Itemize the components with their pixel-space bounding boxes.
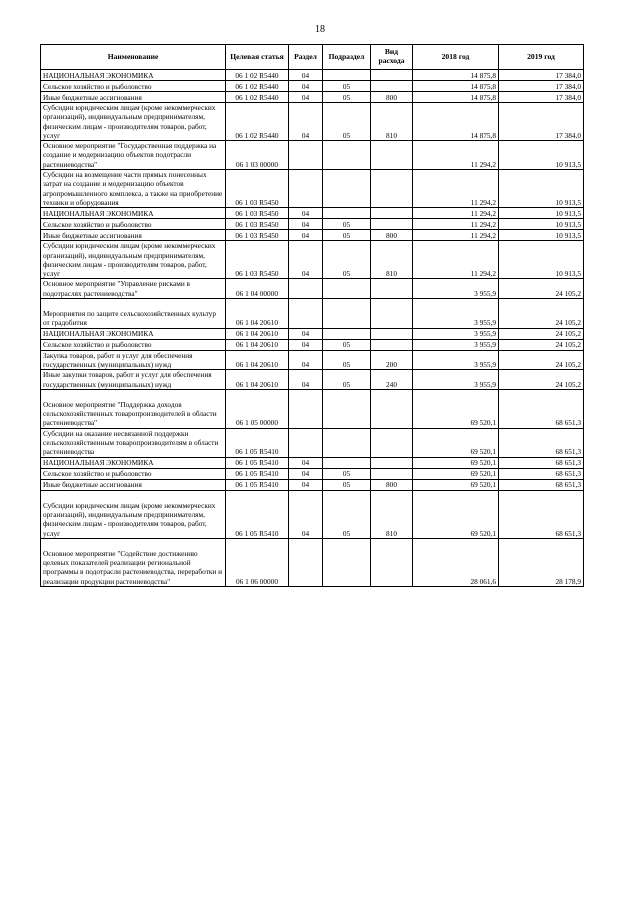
table-row — [41, 170, 584, 208]
row-article: 06 1 04 20610 — [226, 339, 289, 350]
row-section — [289, 170, 323, 208]
table-row — [41, 92, 584, 103]
row-expense-type — [371, 428, 413, 457]
row-amount-2019: 10 913,5 — [499, 241, 584, 279]
row-amount-2018: 69 520,1 — [413, 457, 499, 468]
row-expense-type — [371, 339, 413, 350]
row-subsection: 05 — [323, 230, 371, 241]
row-amount-2019: 17 384,0 — [499, 70, 584, 81]
row-amount-2018: 3 955,9 — [413, 299, 499, 329]
row-section: 04 — [289, 208, 323, 219]
row-expense-type — [371, 279, 413, 299]
row-article: 06 1 02 R5440 — [226, 81, 289, 92]
row-expense-type — [371, 328, 413, 339]
row-expense-type — [371, 389, 413, 428]
row-expense-type — [371, 81, 413, 92]
row-subsection — [323, 389, 371, 428]
row-article: 06 1 04 20610 — [226, 328, 289, 339]
row-expense-type — [371, 219, 413, 230]
row-amount-2019: 17 384,0 — [499, 81, 584, 92]
row-section: 04 — [289, 92, 323, 103]
row-name: Сельское хозяйство и рыболовство — [41, 219, 226, 230]
row-amount-2019: 24 105,2 — [499, 299, 584, 329]
table-row — [41, 389, 584, 428]
row-amount-2018: 14 875,8 — [413, 103, 499, 141]
row-expense-type: 200 — [371, 350, 413, 370]
table-row — [41, 538, 584, 586]
row-name: НАЦИОНАЛЬНАЯ ЭКОНОМИКА — [41, 70, 226, 81]
row-expense-type — [371, 299, 413, 329]
row-subsection: 05 — [323, 92, 371, 103]
row-section: 04 — [289, 328, 323, 339]
row-section: 04 — [289, 241, 323, 279]
row-amount-2019: 24 105,2 — [499, 370, 584, 390]
row-name: Сельское хозяйство и рыболовство — [41, 468, 226, 479]
table-row — [41, 219, 584, 230]
table-row — [41, 141, 584, 170]
table-row — [41, 279, 584, 299]
row-name: Иные бюджетные ассигнования — [41, 479, 226, 490]
row-subsection: 05 — [323, 339, 371, 350]
row-article: 06 1 02 R5440 — [226, 70, 289, 81]
table-row — [41, 479, 584, 490]
row-name: Иные бюджетные ассигнования — [41, 230, 226, 241]
header-expense-type: Вид расхода — [371, 45, 413, 70]
row-amount-2018: 3 955,9 — [413, 279, 499, 299]
row-article: 06 1 03 R5450 — [226, 219, 289, 230]
row-amount-2018: 3 955,9 — [413, 328, 499, 339]
row-name: Мероприятия по защите сельскохозяйственных культур от градобития — [41, 299, 226, 329]
table-row — [41, 428, 584, 457]
row-subsection — [323, 328, 371, 339]
row-subsection — [323, 208, 371, 219]
row-article: 06 1 03 R5450 — [226, 170, 289, 208]
row-article: 06 1 05 R5410 — [226, 457, 289, 468]
row-amount-2019: 10 913,5 — [499, 208, 584, 219]
row-section: 04 — [289, 490, 323, 538]
header-article: Целевая статья — [226, 45, 289, 70]
row-amount-2018: 11 294,2 — [413, 230, 499, 241]
row-expense-type — [371, 208, 413, 219]
row-section — [289, 389, 323, 428]
table-row — [41, 241, 584, 279]
row-amount-2019: 68 651,3 — [499, 479, 584, 490]
table-row — [41, 468, 584, 479]
row-article: 06 1 06 00000 — [226, 538, 289, 586]
row-amount-2019: 68 651,3 — [499, 457, 584, 468]
row-amount-2018: 69 520,1 — [413, 468, 499, 479]
row-article: 06 1 04 20610 — [226, 370, 289, 390]
row-section: 04 — [289, 370, 323, 390]
row-expense-type: 800 — [371, 92, 413, 103]
row-section: 04 — [289, 350, 323, 370]
row-name: Основное мероприятие "Содействие достижению целевых показателей реализации региональной программы в подотрасли растениеводства, переработки и реализации продукции растениеводства" — [41, 538, 226, 586]
row-subsection — [323, 428, 371, 457]
row-expense-type — [371, 538, 413, 586]
row-name: НАЦИОНАЛЬНАЯ ЭКОНОМИКА — [41, 208, 226, 219]
table-row — [41, 299, 584, 329]
row-article: 06 1 03 R5450 — [226, 241, 289, 279]
row-expense-type: 810 — [371, 241, 413, 279]
row-amount-2018: 28 061,6 — [413, 538, 499, 586]
header-section: Раздел — [289, 45, 323, 70]
row-expense-type: 810 — [371, 103, 413, 141]
row-amount-2018: 14 875,8 — [413, 81, 499, 92]
budget-table — [40, 44, 584, 587]
row-amount-2019: 10 913,5 — [499, 219, 584, 230]
row-expense-type — [371, 457, 413, 468]
row-expense-type — [371, 468, 413, 479]
row-amount-2019: 17 384,0 — [499, 103, 584, 141]
row-subsection: 05 — [323, 370, 371, 390]
row-amount-2019: 10 913,5 — [499, 141, 584, 170]
row-amount-2019: 68 651,3 — [499, 468, 584, 479]
row-article: 06 1 05 R5410 — [226, 479, 289, 490]
row-article: 06 1 03 00000 — [226, 141, 289, 170]
header-2019: 2019 год — [499, 45, 584, 70]
row-name: Субсидии юридическим лицам (кроме некоммерческих организаций), индивидуальным предпринимателям, физическим лицам - производителям товаров, работ, услуг — [41, 490, 226, 538]
page-number: 18 — [315, 24, 325, 35]
table-row — [41, 490, 584, 538]
row-article: 06 1 05 00000 — [226, 389, 289, 428]
row-amount-2019: 68 651,3 — [499, 389, 584, 428]
row-article: 06 1 05 R5410 — [226, 490, 289, 538]
row-name: Основное мероприятие "Управление рисками в подотраслях растениеводства" — [41, 279, 226, 299]
row-amount-2019: 10 913,5 — [499, 230, 584, 241]
row-article: 06 1 05 R5410 — [226, 468, 289, 479]
row-article: 06 1 04 20610 — [226, 299, 289, 329]
row-expense-type: 800 — [371, 230, 413, 241]
row-name: Субсидии юридическим лицам (кроме некоммерческих организаций), индивидуальным предпринимателям, физическим лицам - производителям товаров, работ, услуг — [41, 103, 226, 141]
row-amount-2018: 69 520,1 — [413, 389, 499, 428]
row-amount-2018: 3 955,9 — [413, 370, 499, 390]
row-amount-2018: 11 294,2 — [413, 241, 499, 279]
row-section — [289, 141, 323, 170]
table-row — [41, 339, 584, 350]
row-subsection: 05 — [323, 350, 371, 370]
row-section — [289, 299, 323, 329]
row-section: 04 — [289, 339, 323, 350]
row-article: 06 1 02 R5440 — [226, 92, 289, 103]
row-expense-type: 800 — [371, 479, 413, 490]
row-expense-type: 810 — [371, 490, 413, 538]
row-name: Основное мероприятие "Государственная поддержка на создание и модернизацию объектов подотрасли растениеводства" — [41, 141, 226, 170]
row-amount-2019: 68 651,3 — [499, 428, 584, 457]
row-name: Иные закупки товаров, работ и услуг для обеспечения государственных (муниципальных) нужд — [41, 370, 226, 390]
row-article: 06 1 03 R5450 — [226, 230, 289, 241]
row-section — [289, 279, 323, 299]
row-subsection — [323, 299, 371, 329]
row-subsection: 05 — [323, 81, 371, 92]
row-article: 06 1 04 20610 — [226, 350, 289, 370]
row-section — [289, 538, 323, 586]
row-name: Субсидии юридическим лицам (кроме некоммерческих организаций), индивидуальным предпринимателям, физическим лицам - производителям товаров, работ, услуг — [41, 241, 226, 279]
table-row — [41, 103, 584, 141]
header-subsection: Подраздел — [323, 45, 371, 70]
row-subsection — [323, 70, 371, 81]
row-article: 06 1 02 R5440 — [226, 103, 289, 141]
row-section: 04 — [289, 219, 323, 230]
row-name: Закупка товаров, работ и услуг для обеспечения государственных (муниципальных) нужд — [41, 350, 226, 370]
row-article: 06 1 05 R5410 — [226, 428, 289, 457]
table-row — [41, 370, 584, 390]
row-section: 04 — [289, 230, 323, 241]
row-name: Сельское хозяйство и рыболовство — [41, 81, 226, 92]
row-subsection — [323, 170, 371, 208]
row-name: Сельское хозяйство и рыболовство — [41, 339, 226, 350]
table-row — [41, 70, 584, 81]
row-section: 04 — [289, 103, 323, 141]
row-subsection: 05 — [323, 468, 371, 479]
row-amount-2019: 24 105,2 — [499, 328, 584, 339]
row-expense-type — [371, 170, 413, 208]
row-name: Иные бюджетные ассигнования — [41, 92, 226, 103]
row-amount-2018: 69 520,1 — [413, 479, 499, 490]
row-amount-2018: 69 520,1 — [413, 490, 499, 538]
row-name: Основное мероприятие "Поддержка доходов сельскохозяйственных товаропроизводителей в области растениеводства" — [41, 389, 226, 428]
row-subsection — [323, 538, 371, 586]
table-row — [41, 350, 584, 370]
row-amount-2018: 14 875,8 — [413, 92, 499, 103]
row-subsection: 05 — [323, 219, 371, 230]
row-amount-2018: 3 955,9 — [413, 350, 499, 370]
row-amount-2019: 10 913,5 — [499, 170, 584, 208]
row-amount-2019: 28 178,9 — [499, 538, 584, 586]
row-amount-2018: 11 294,2 — [413, 208, 499, 219]
table-row — [41, 457, 584, 468]
row-subsection: 05 — [323, 479, 371, 490]
row-subsection — [323, 279, 371, 299]
row-section: 04 — [289, 457, 323, 468]
row-section: 04 — [289, 70, 323, 81]
row-section: 04 — [289, 81, 323, 92]
row-subsection: 05 — [323, 490, 371, 538]
row-section: 04 — [289, 468, 323, 479]
row-name: Субсидии на возмещение части прямых понесенных затрат на создание и модернизацию объектов агропромышленного комплекса, а также на приобретение техники и оборудования — [41, 170, 226, 208]
row-expense-type: 240 — [371, 370, 413, 390]
row-expense-type — [371, 70, 413, 81]
row-amount-2019: 68 651,3 — [499, 490, 584, 538]
row-subsection — [323, 141, 371, 170]
table-row — [41, 328, 584, 339]
table-row — [41, 230, 584, 241]
row-expense-type — [371, 141, 413, 170]
row-amount-2019: 24 105,2 — [499, 350, 584, 370]
header-2018: 2018 год — [413, 45, 499, 70]
row-name: НАЦИОНАЛЬНАЯ ЭКОНОМИКА — [41, 457, 226, 468]
row-name: Субсидии на оказание несвязанной поддержки сельскохозяйственным товаропроизводителям в области растениеводства — [41, 428, 226, 457]
row-amount-2018: 3 955,9 — [413, 339, 499, 350]
row-amount-2018: 11 294,2 — [413, 170, 499, 208]
row-amount-2019: 24 105,2 — [499, 279, 584, 299]
row-subsection — [323, 457, 371, 468]
row-section: 04 — [289, 479, 323, 490]
row-amount-2019: 24 105,2 — [499, 339, 584, 350]
row-section — [289, 428, 323, 457]
row-amount-2019: 17 384,0 — [499, 92, 584, 103]
row-name: НАЦИОНАЛЬНАЯ ЭКОНОМИКА — [41, 328, 226, 339]
row-amount-2018: 11 294,2 — [413, 141, 499, 170]
row-amount-2018: 11 294,2 — [413, 219, 499, 230]
row-amount-2018: 69 520,1 — [413, 428, 499, 457]
table-header-row — [41, 45, 584, 70]
row-subsection: 05 — [323, 241, 371, 279]
row-article: 06 1 04 00000 — [226, 279, 289, 299]
table-row — [41, 208, 584, 219]
row-article: 06 1 03 R5450 — [226, 208, 289, 219]
header-name: Наименование — [41, 45, 226, 70]
row-amount-2018: 14 875,8 — [413, 70, 499, 81]
table-row — [41, 81, 584, 92]
row-subsection: 05 — [323, 103, 371, 141]
